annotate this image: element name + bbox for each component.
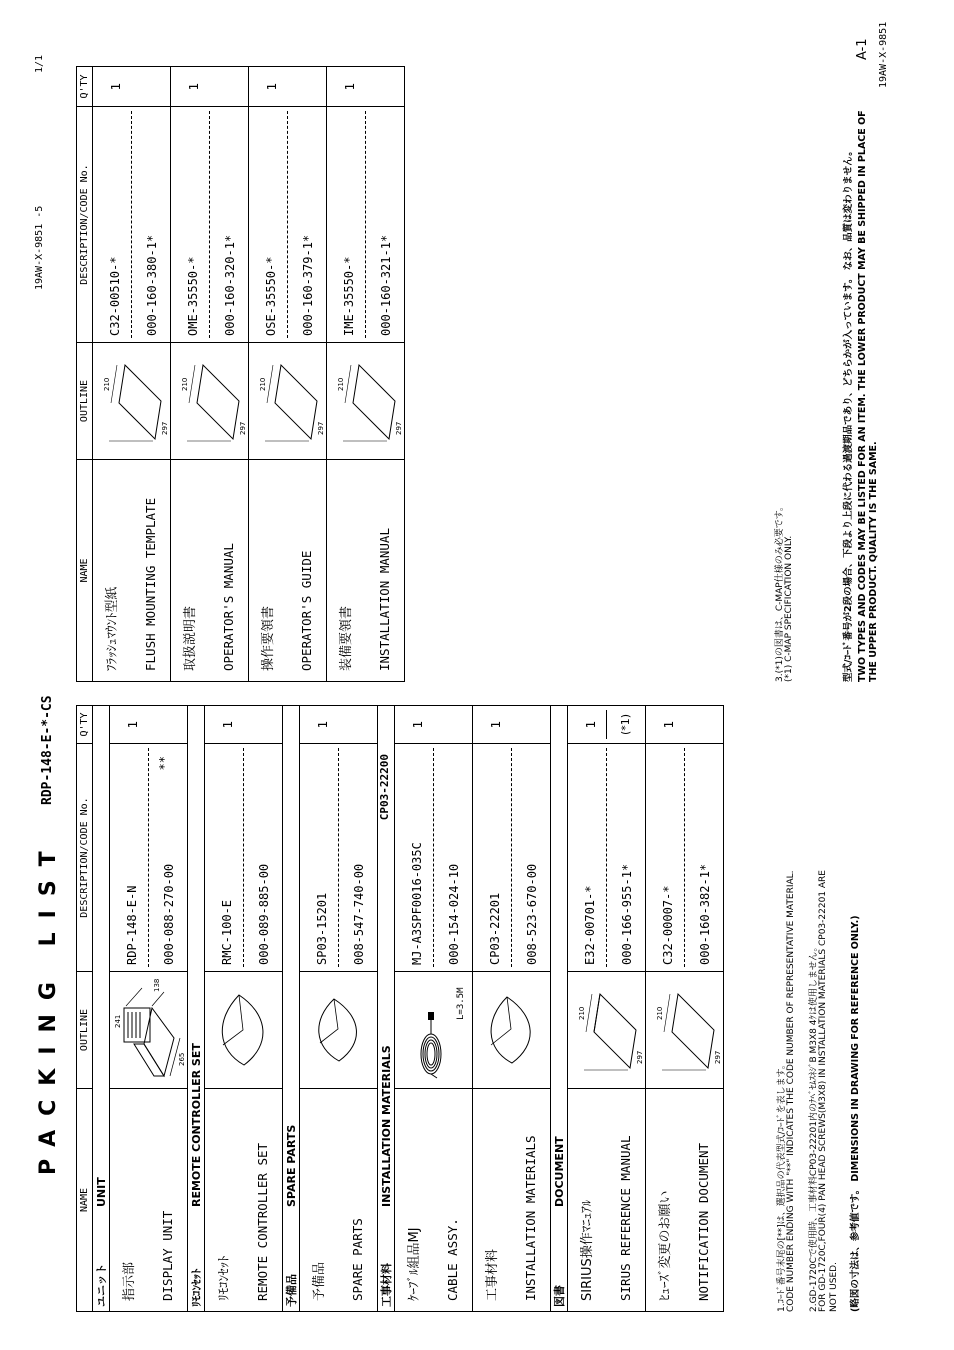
dim-label: 297	[713, 1050, 722, 1064]
col-desc: DESCRIPTION/CODE No.	[77, 107, 93, 343]
item-qty: 1	[316, 720, 330, 729]
item-name-en: INSTALLATION MATERIALS	[522, 1135, 538, 1301]
qty-note: (*1)	[606, 710, 645, 739]
document-drawing	[251, 351, 325, 451]
outline-bag	[473, 972, 551, 1089]
item-name-en: CABLE ASSY.	[444, 1218, 460, 1301]
document-drawing	[173, 351, 247, 451]
item-name-en: FLUSH MOUNTING TEMPLATE	[142, 497, 158, 671]
note-3-jp: 3.(*1)の図書は、C-MAP仕様のみ必要です。	[775, 502, 785, 682]
bag-drawing	[477, 985, 547, 1075]
outline-document	[327, 343, 405, 460]
category-en: UNIT	[95, 1177, 108, 1207]
dim-label: 297	[316, 421, 325, 435]
outline-document	[568, 972, 646, 1089]
item-name-en: OPERATOR'S GUIDE	[298, 550, 314, 671]
outline-bag	[205, 972, 283, 1089]
note-4-en-2: THE UPPER PRODUCT. QUALITY IS THE SAME.	[868, 441, 879, 682]
category-jp: 図書	[553, 1285, 566, 1307]
item-code: 000-160-379-1*	[301, 234, 315, 336]
sheet-number: 1/1	[34, 54, 45, 73]
item-code: 000-088-270-00	[162, 863, 176, 965]
item-qty: 1	[126, 720, 140, 729]
dim-label: 210	[102, 377, 111, 391]
col-outline: OUTLINE	[77, 972, 93, 1089]
page-code: A-1	[855, 38, 870, 60]
item-desc: OSE-35550-*	[249, 111, 288, 338]
bag-drawing	[304, 985, 374, 1075]
category-jp: 予備品	[285, 1274, 298, 1307]
category-en: REMOTE CONTROLLER SET	[190, 1043, 203, 1207]
bag-drawing	[209, 985, 279, 1075]
dim-label: 297	[394, 421, 403, 435]
item-name-en: SIRUS REFERENCE MANUAL	[617, 1135, 633, 1301]
col-desc: DESCRIPTION/CODE No.	[77, 744, 93, 972]
category-en: INSTALLATION MATERIALS	[380, 1045, 393, 1207]
document-drawing	[570, 980, 644, 1080]
table-row	[93, 67, 171, 682]
document-drawing	[329, 351, 403, 451]
item-name-en: INSTALLATION MANUAL	[376, 528, 392, 671]
code-mark: **	[157, 756, 171, 771]
table-header-row	[77, 706, 93, 1312]
item-name-jp: 装備要領書	[338, 605, 354, 671]
dim-label: 210	[655, 1006, 664, 1020]
item-desc: RDP-148-E-N	[110, 748, 149, 967]
item-qty: 1	[343, 82, 357, 91]
table-row	[646, 706, 724, 1312]
table-row	[205, 706, 283, 1312]
item-name-jp: 工事材料	[484, 1248, 500, 1301]
item-qty: 1	[221, 720, 235, 729]
dim-label: 138	[152, 978, 161, 992]
item-qty: 1	[187, 82, 201, 91]
item-name-jp: SIRIUS操作ﾏﾆｭｱﾙ	[579, 1199, 595, 1301]
note-3-en: (*1) C-MAP SPECIFICATION ONLY.	[784, 535, 794, 682]
table-row	[395, 706, 473, 1312]
note-2-en-1: FOR GD-1720C,FOUR(4) PAN HEAD SCREWS(M3X8) IN INSTALLATION MATERIALS CP03-22201 ARE	[818, 870, 828, 1312]
item-code: 000-160-380-1*	[145, 234, 159, 336]
category-en: SPARE PARTS	[285, 1124, 298, 1207]
model-number: RDP-148-E-*-CS	[40, 695, 55, 805]
note-4-en-1: TWO TYPES AND CODES MAY BE LISTED FOR AN ITEM. THE LOWER PRODUCT MAY BE SHIPPED IN PLACE OF	[857, 110, 868, 682]
document-number: 19AW-X-9851 -5	[34, 205, 45, 290]
col-qty: Q'TY	[77, 67, 93, 107]
item-qty: 1	[584, 720, 598, 729]
dim-label: 297	[160, 421, 169, 435]
category-row-document	[551, 706, 568, 1312]
dim-label: 297	[238, 421, 247, 435]
cable-length: L=3.5M	[455, 987, 466, 1020]
item-desc: OME-35550-*	[171, 111, 210, 338]
category-jp: ﾘﾓｺﾝｾｯﾄ	[190, 1268, 203, 1307]
note-2-en-2: NOT USED.	[829, 1262, 839, 1312]
table-row	[568, 706, 646, 1312]
item-name-jp: 取扱説明書	[182, 605, 198, 671]
item-name-jp: ﾘﾓｺﾝｾｯﾄ	[216, 1255, 232, 1301]
col-name: NAME	[77, 460, 93, 682]
item-desc: CP03-22201	[473, 748, 512, 967]
item-name-en: SPARE PARTS	[349, 1218, 365, 1301]
outline-document	[171, 343, 249, 460]
col-qty: Q'TY	[77, 706, 93, 744]
item-name-en: NOTIFICATION DOCUMENT	[695, 1142, 711, 1301]
item-code: 000-160-382-1*	[698, 863, 712, 965]
dim-label: 265	[177, 1052, 186, 1066]
category-row-unit	[93, 706, 110, 1312]
outline-document	[646, 972, 724, 1089]
display-unit-drawing	[112, 974, 186, 1084]
dim-label: 241	[113, 1014, 122, 1028]
document-drawing	[95, 351, 169, 451]
item-desc: E32-00701-*	[568, 748, 607, 967]
item-desc: C32-00510-*	[93, 111, 132, 338]
table-row	[110, 706, 188, 1312]
document-drawing	[648, 980, 722, 1080]
category-en: DOCUMENT	[553, 1136, 566, 1207]
item-qty: 1	[411, 720, 425, 729]
item-code: 000-166-955-1*	[620, 863, 634, 965]
table-row	[171, 67, 249, 682]
outline-document	[93, 343, 171, 460]
table-row	[473, 706, 551, 1312]
outline-document	[249, 343, 327, 460]
item-qty: 1	[489, 720, 503, 729]
table-header-row	[77, 67, 93, 682]
note-4-jp: 型式/ｺｰﾄﾞ番号が2段の場合、下段より上段に代わる過渡期品であり、どちらかが入っています。 なお、品質は変わりません。	[843, 146, 854, 682]
note-2-jp: 2.GD-1720Cで使用時、工事材料CP03-22201内のﾅﾍﾞｾﾑｽﾈｼﾞB M3X8 4ｹは使用しません。	[809, 942, 819, 1312]
item-qty: 1	[109, 82, 123, 91]
item-code: 000-160-321-1*	[379, 234, 393, 336]
col-name: NAME	[77, 1089, 93, 1312]
table-row	[300, 706, 378, 1312]
note-1-jp: 1.ｺｰﾄﾞ番号末尾の[**]は、選択品の代表型式/ｺｰﾄﾞを表します。	[777, 1060, 787, 1312]
item-name-jp: ﾌﾗｯｼｭﾏｳﾝﾄ型紙	[104, 586, 120, 671]
item-code: 000-154-024-10	[447, 863, 461, 965]
dim-label: 210	[336, 377, 345, 391]
dim-label: 210	[258, 377, 267, 391]
table-row	[327, 67, 405, 682]
dim-label: 210	[577, 1006, 586, 1020]
category-jp: 工事材料	[380, 1263, 393, 1307]
col-outline: OUTLINE	[77, 343, 93, 460]
item-name-en: DISPLAY UNIT	[159, 1210, 175, 1301]
item-qty: 1	[265, 82, 279, 91]
item-name-jp: 指示部	[121, 1261, 137, 1301]
outline-cable	[395, 972, 473, 1089]
dim-label: 297	[635, 1050, 644, 1064]
category-jp: ユニット	[95, 1263, 108, 1307]
right-packing-table	[76, 66, 405, 682]
left-packing-table	[76, 705, 724, 1312]
dim-label: 210	[180, 377, 189, 391]
footer-document-number: 19AW-X-9851	[878, 21, 889, 88]
page-title: PACKING LIST	[36, 837, 61, 1175]
category-row-remote	[188, 706, 205, 1312]
item-name-jp: ｹｰﾌﾞﾙ組品MJ	[406, 1227, 422, 1301]
item-code: 008-523-670-00	[525, 863, 539, 965]
item-name-en: OPERATOR'S MANUAL	[220, 543, 236, 671]
item-desc: MJ-A3SPF0016-035C	[395, 748, 434, 967]
item-desc: RMC-100-E	[205, 748, 244, 967]
item-name-jp: ﾋｭｰｽﾞ変更のお願い	[657, 1190, 673, 1301]
category-row-install	[378, 706, 395, 1312]
note-1-en: CODE NUMBER ENDING WITH "**" INDICATES THE CODE NUMBER OF REPRESENTATIVE MATERIAL.	[786, 870, 796, 1312]
category-code: CP03-22200	[378, 754, 391, 821]
item-name-en: REMOTE CONTROLLER SET	[254, 1142, 270, 1301]
item-code: 000-089-885-00	[257, 863, 271, 965]
item-code: 000-160-320-1*	[223, 234, 237, 336]
item-desc: IME-35550-*	[327, 111, 366, 338]
item-name-jp: 予備品	[311, 1261, 327, 1301]
outline-display-unit	[110, 972, 188, 1089]
item-desc: C32-00007-*	[646, 748, 685, 967]
item-name-jp: 操作要領書	[260, 605, 276, 671]
note-dimensions: (略図の寸法は、参考値です。 DIMENSIONS IN DRAWING FOR REFERENCE ONLY.)	[850, 915, 861, 1312]
cable-drawing	[397, 974, 471, 1084]
item-qty: 1	[662, 720, 676, 729]
outline-bag	[300, 972, 378, 1089]
category-row-spare	[283, 706, 300, 1312]
item-code: 008-547-740-00	[352, 863, 366, 965]
table-row	[249, 67, 327, 682]
item-desc: SP03-15201	[300, 748, 339, 967]
